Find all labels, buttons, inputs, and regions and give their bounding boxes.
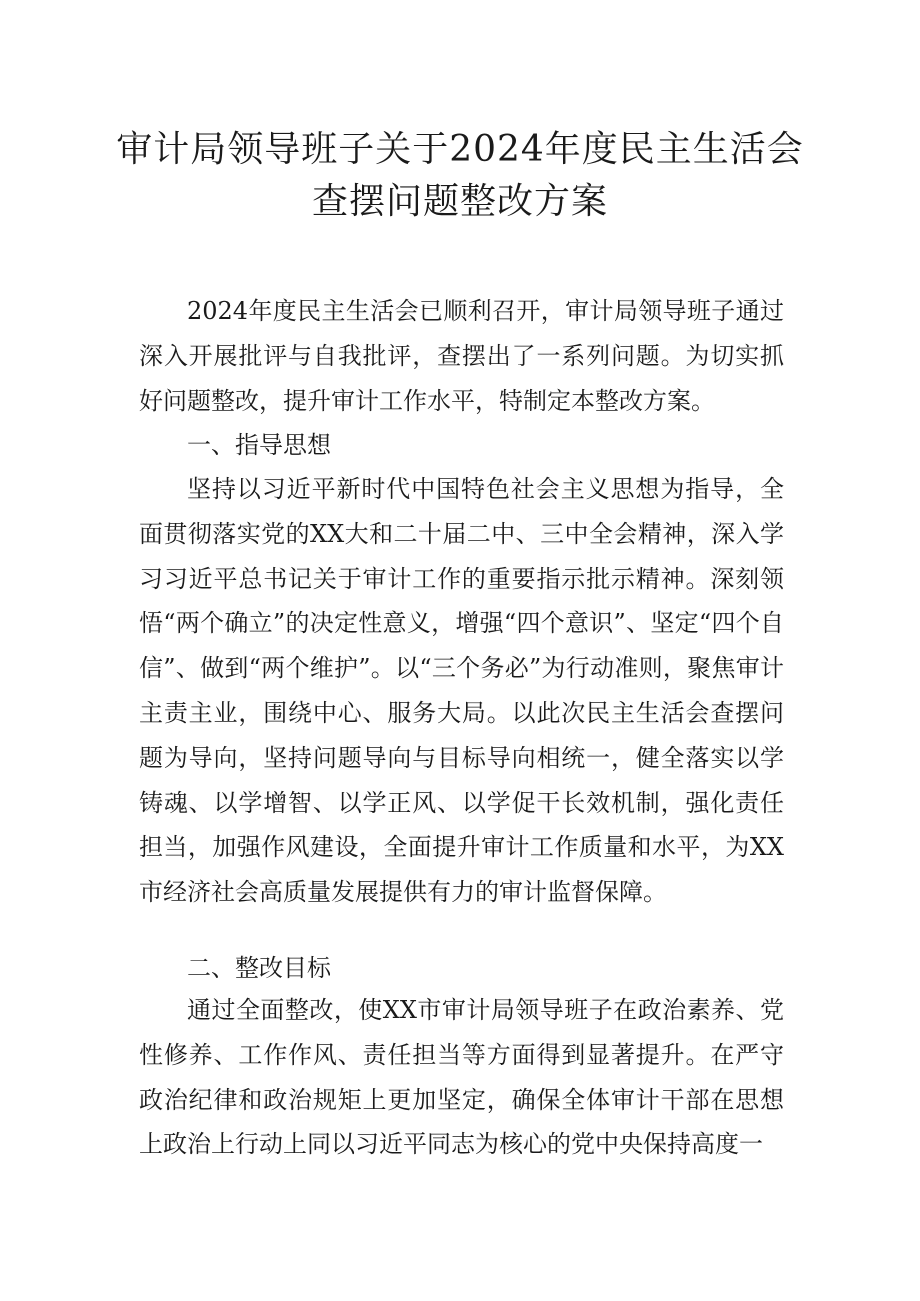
section-heading-rectification-goals: 二、整改目标 — [187, 954, 331, 982]
guiding-ideology-paragraph: 坚持以习近平新时代中国特色社会主义思想为指导，全面贯彻落实党的XX大和二十届二中、三中全会精神，深入学习习近平总书记关于审计工作的重要指示批示精神。深刻领悟“两个确立”的决定性意义，增强“四个意识”、坚定“四个自信”、做到“两个维护”。以“三个务必”为行动准则，聚焦审计主责主业，围绕中心、服务大局。以此次民主生活会查摆问题为导向，坚持问题导向与目标导向相统一，健全落实以学铸魂、以学增智、以学正风、以学促干长效机制，强化责任担当，加强作风建设，全面提升审计工作质量和水平，为XX市经济社会高质量发展提供有力的审计监督保障。 — [139, 475, 784, 907]
document-title-line-2: 查摆问题整改方案 — [311, 181, 608, 222]
intro-paragraph: 2024年度民主生活会已顺利召开，审计局领导班子通过深入开展批评与自我批评，查摆出了一系列问题。为切实抓好问题整改，提升审计工作水平，特制定本整改方案。 — [139, 297, 784, 415]
document-title-line-1: 审计局领导班子关于2024年度民主生活会 — [116, 129, 804, 170]
section-heading-guiding-ideology: 一、指导思想 — [187, 431, 331, 459]
rectification-goals-paragraph: 通过全面整改，使XX市审计局领导班子在政治素养、党性修养、工作作风、责任担当等方面得到显著提升。在严守政治纪律和政治规矩上更加坚定，确保全体审计干部在思想上政治上行动上同以习近平同志为核心的党中央保持高度一 — [139, 996, 784, 1159]
